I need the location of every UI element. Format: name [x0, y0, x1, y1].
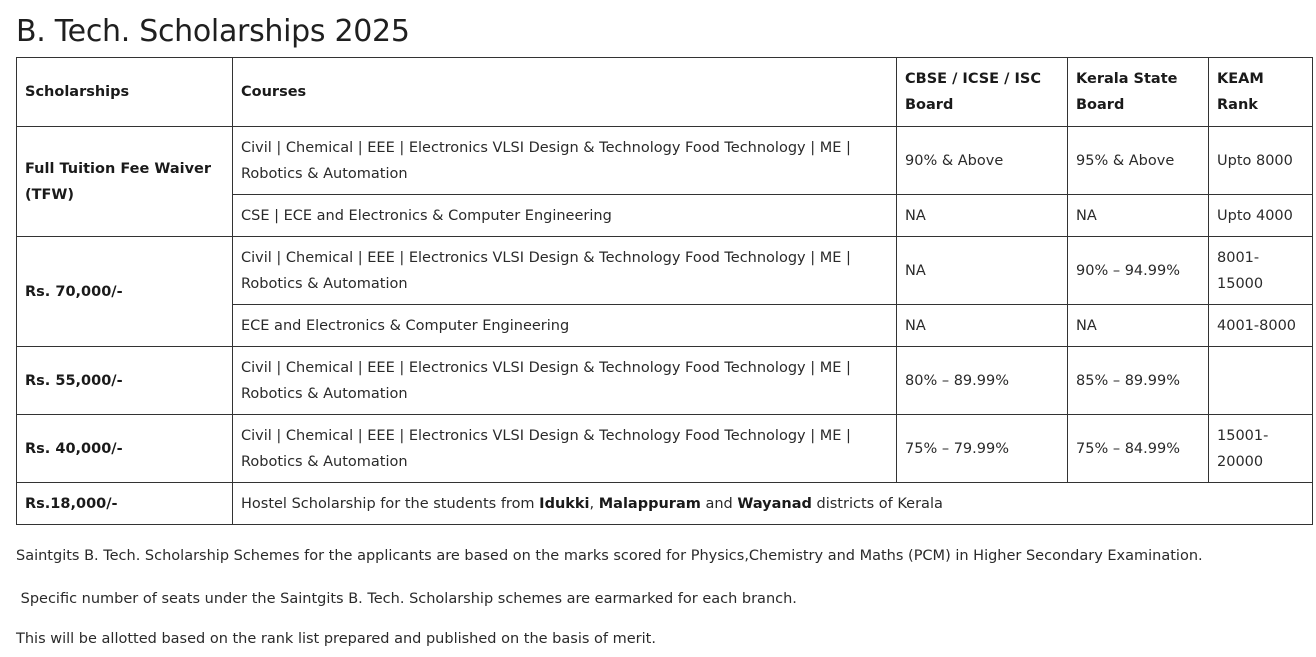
kerala-cell: NA [1068, 195, 1209, 237]
header-cbse: CBSE / ICSE / ISC Board [897, 58, 1068, 127]
table-row [17, 127, 1313, 195]
course-cell: Civil | Chemical | EEE | Electronics VLSI Design & Technology Food Technology | ME | Robotics & Automation [233, 347, 897, 415]
table-row [17, 237, 1313, 305]
header-courses: Courses [233, 58, 897, 127]
header-kerala: Kerala State Board [1068, 58, 1209, 127]
scholarship-table [16, 57, 1313, 525]
table-row-hostel [17, 483, 1313, 525]
cbse-cell: 90% & Above [897, 127, 1068, 195]
kerala-cell: 95% & Above [1068, 127, 1209, 195]
keam-cell: Upto 8000 [1209, 127, 1313, 195]
keam-cell: 4001-8000 [1209, 305, 1313, 347]
course-cell: ECE and Electronics & Computer Engineering [233, 305, 897, 347]
scholarship-cell: Full Tuition Fee Waiver (TFW) [17, 127, 233, 237]
kerala-cell: NA [1068, 305, 1209, 347]
page-title: B. Tech. Scholarships 2025 [16, 14, 410, 49]
cbse-cell: 80% – 89.99% [897, 347, 1068, 415]
keam-cell: 15001-20000 [1209, 415, 1313, 483]
hostel-text: Hostel Scholarship for the students from [241, 495, 540, 512]
course-cell: Civil | Chemical | EEE | Electronics VLSI Design & Technology Food Technology | ME | Robotics & Automation [233, 237, 897, 305]
keam-cell [1209, 347, 1313, 415]
header-keam: KEAM Rank [1209, 58, 1313, 127]
scholarship-cell: Rs. 40,000/- [17, 415, 233, 483]
kerala-cell: 85% – 89.99% [1068, 347, 1209, 415]
course-cell: CSE | ECE and Electronics & Computer Engineering [233, 195, 897, 237]
hostel-text-end: districts of Kerala [811, 495, 943, 512]
cbse-cell: NA [897, 305, 1068, 347]
district-wayanad: Wayanad [737, 495, 812, 512]
kerala-cell: 90% – 94.99% [1068, 237, 1209, 305]
keam-cell: Upto 4000 [1209, 195, 1313, 237]
course-cell: Civil | Chemical | EEE | Electronics VLSI Design & Technology Food Technology | ME | Robotics & Automation [233, 127, 897, 195]
course-cell: Civil | Chemical | EEE | Electronics VLSI Design & Technology Food Technology | ME | Robotics & Automation [233, 415, 897, 483]
keam-cell: 8001-15000 [1209, 237, 1313, 305]
separator: , [589, 495, 599, 512]
separator: and [700, 495, 738, 512]
note-pcm: Saintgits B. Tech. Scholarship Schemes for the applicants are based on the marks scored for Physics,Chemistry and Maths (PCM) in Higher Secondary Examination. [16, 548, 1203, 564]
kerala-cell: 75% – 84.99% [1068, 415, 1209, 483]
cbse-cell: NA [897, 237, 1068, 305]
table-header-row [17, 58, 1313, 127]
hostel-description [233, 483, 1313, 525]
district-idukki: Idukki [539, 495, 590, 512]
scholarship-cell: Rs. 55,000/- [17, 347, 233, 415]
cbse-cell: NA [897, 195, 1068, 237]
scholarship-cell: Rs. 70,000/- [17, 237, 233, 347]
district-malappuram: Malappuram [598, 495, 701, 512]
scholarship-cell: Rs.18,000/- [17, 483, 233, 525]
note-merit: This will be allotted based on the rank list prepared and published on the basis of merit. [16, 631, 656, 647]
table-row [17, 347, 1313, 415]
header-scholarships: Scholarships [17, 58, 233, 127]
note-seats: Specific number of seats under the Saintgits B. Tech. Scholarship schemes are earmarked for each branch. [16, 591, 797, 607]
table-row [17, 415, 1313, 483]
cbse-cell: 75% – 79.99% [897, 415, 1068, 483]
